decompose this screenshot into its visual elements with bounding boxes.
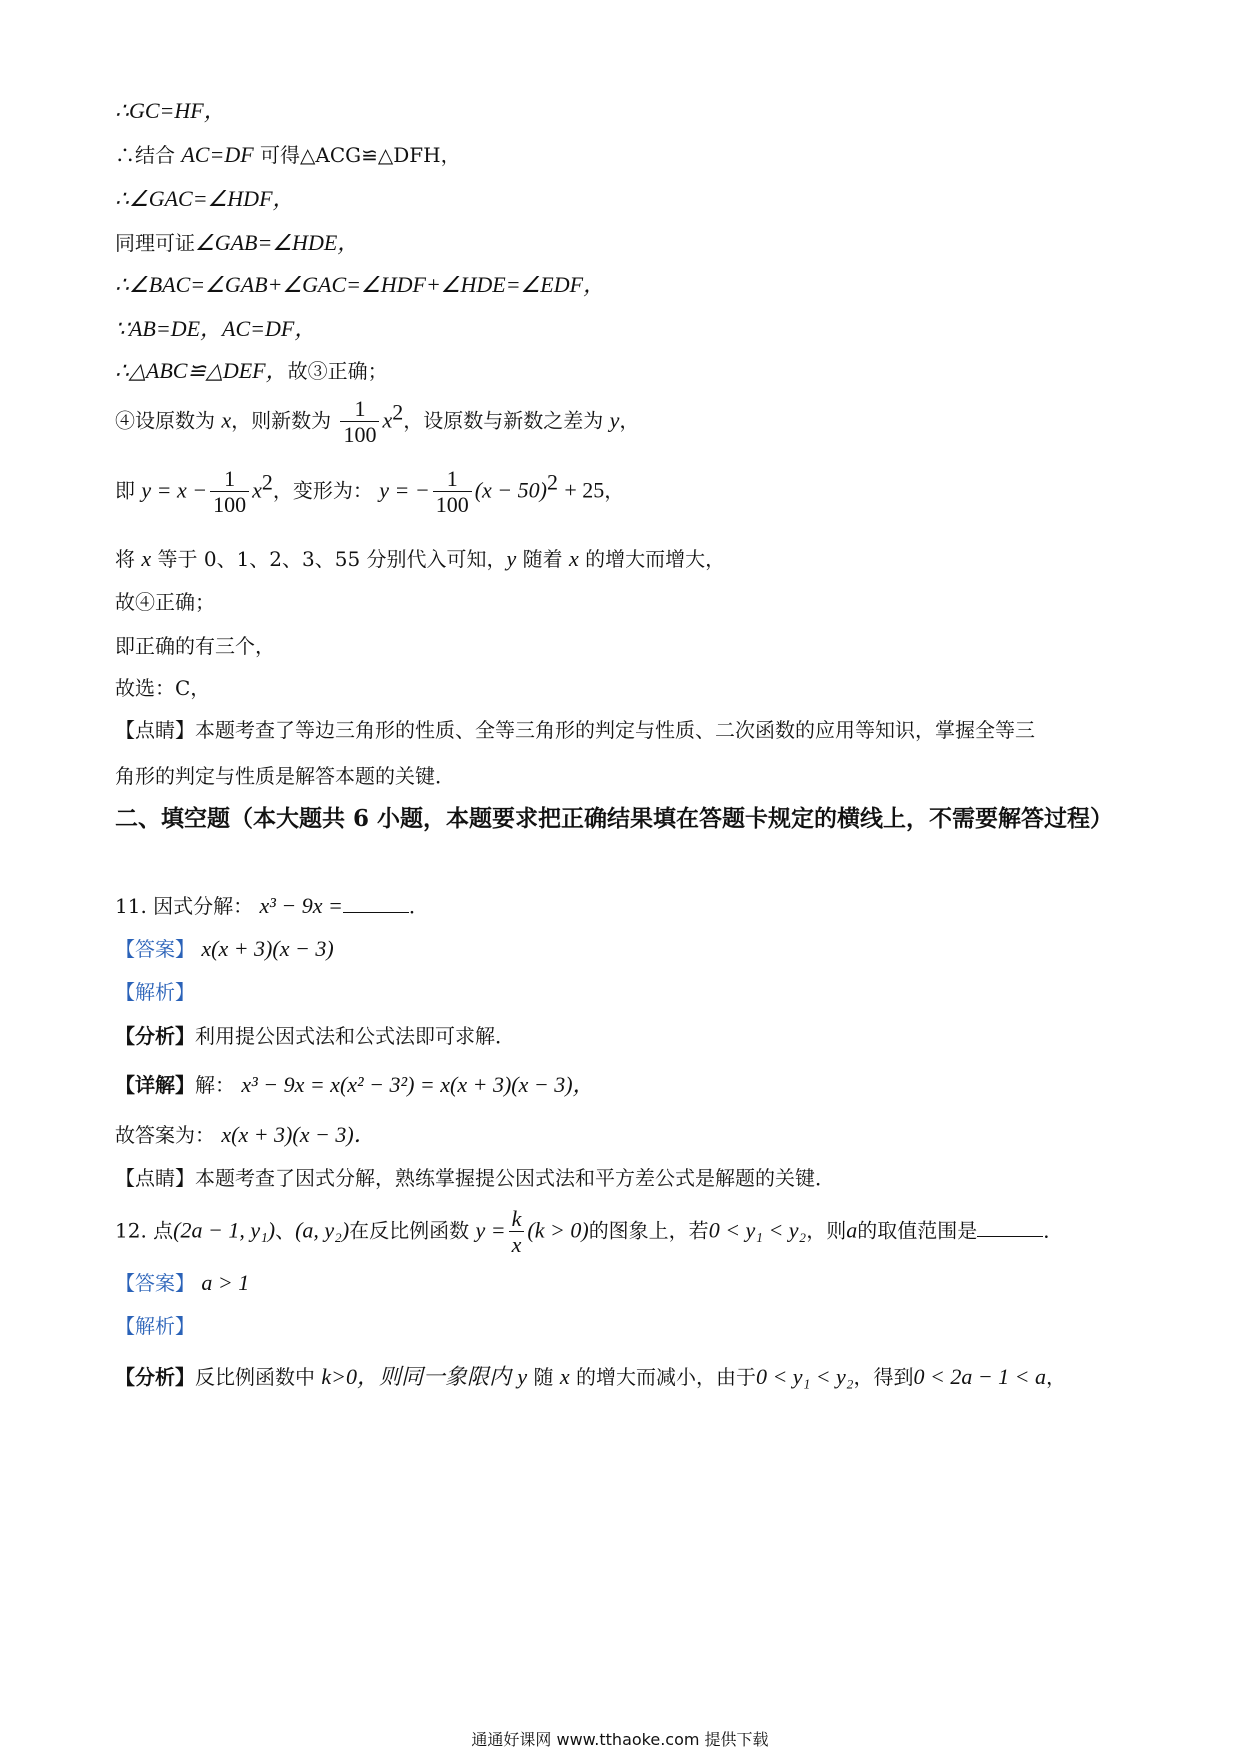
proof-line-abc-def: ∴△ABC≌△DEF，故③正确； — [115, 358, 388, 383]
q12-fenxi: 【分析】反比例函数中 k>0，则同一象限内 y 随 x 的增大而减小，由于0 < y₁ < y₂，得到0 < 2a − 1 < a， — [115, 1364, 1067, 1389]
fraction-1-over-100: $\frac{1}{100}$ — [340, 396, 379, 448]
q11-conclusion: 故答案为： x(x + 3)(x − 3)． — [115, 1122, 376, 1147]
q12-answer-blank — [977, 1216, 1043, 1237]
proof-line-congruent-acg-dfh: ∴结合 AC=DF 可得△ACG≌△DFH， — [115, 142, 461, 167]
section-title-fill-blank: 二、填空题（本大题共 6 小题，本题要求把正确结果填在答题卡规定的横线上，不需要解答过程） — [115, 805, 1114, 832]
three-correct-line: 即正确的有三个， — [115, 634, 275, 658]
item4-setup-line: ④设原数为 x，则新数为 $\frac{1}{100}$ $x^2$，设原数与新数之差为 y， — [115, 396, 640, 448]
q11-stem: 11. 因式分解： x³ − 9x = ． — [115, 893, 429, 918]
q12-stem: 12. 点(2a − 1, y₁)、(a, y₂)在反比例函数 y = $\frac{k}{x}$ (k > 0)的图象上，若0 < y₁ < y₂，则a的取值范围是 ． — [115, 1206, 1064, 1258]
proof-line-angle-bac-edf: ∴∠BAC=∠GAB+∠GAC=∠HDF+∠HDE=∠EDF， — [115, 272, 606, 297]
q11-fenxi: 【分析】利用提公因式法和公式法即可求解． — [115, 1024, 515, 1048]
proof-line-gc-hf: ∴GC=HF， — [115, 98, 226, 123]
q11-dianjing: 【点睛】本题考查了因式分解，熟练掌握提公因式法和平方差公式是解题的关键． — [115, 1166, 835, 1190]
proof-line-similarly: 同理可证∠GAB=∠HDE， — [115, 230, 360, 255]
item4-substitute-line: 将 x 等于 0、1、2、3、55 分别代入可知，y 随着 x 的增大而增大， — [115, 546, 726, 571]
page-footer: 通通好课网 www.tthaoke.com 提供下载 — [471, 1730, 769, 1749]
q11-answer: 【答案】 x(x + 3)(x − 3) — [115, 936, 334, 961]
dianjing-line-1: 【点睛】本题考查了等边三角形的性质、全等三角形的判定与性质、二次函数的应用等知识，掌握全等三 — [115, 718, 1035, 742]
choose-c-line: 故选：C， — [115, 676, 211, 700]
q11-answer-blank — [343, 892, 409, 913]
q12-answer: 【答案】 a > 1 — [115, 1270, 250, 1295]
q11-analysis-tag: 【解析】 — [115, 980, 195, 1004]
fraction-k-over-x: $\frac{k}{x}$ — [509, 1206, 525, 1258]
q12-analysis-tag: 【解析】 — [115, 1314, 195, 1338]
proof-line-angle-gac-hdf: ∴∠GAC=∠HDF， — [115, 186, 295, 211]
dianjing-line-2: 角形的判定与性质是解答本题的关键． — [115, 764, 455, 788]
fraction-1-over-100-c: $\frac{1}{100}$ — [433, 466, 472, 518]
item4-function-line: 即 y = x − $\frac{1}{100}$ $x^2$，变形为： y = − $\frac{1}{100}$ $(x - 50)^2 + 25$， — [115, 466, 625, 518]
q11-xiangjie: 【详解】解： x³ − 9x = x(x² − 3²) = x(x + 3)(x − 3)， — [115, 1072, 595, 1097]
fraction-1-over-100-b: $\frac{1}{100}$ — [210, 466, 249, 518]
proof-line-ab-de: ∵AB=DE，AC=DF， — [115, 316, 317, 341]
item4-correct-line: 故④正确； — [115, 590, 215, 614]
